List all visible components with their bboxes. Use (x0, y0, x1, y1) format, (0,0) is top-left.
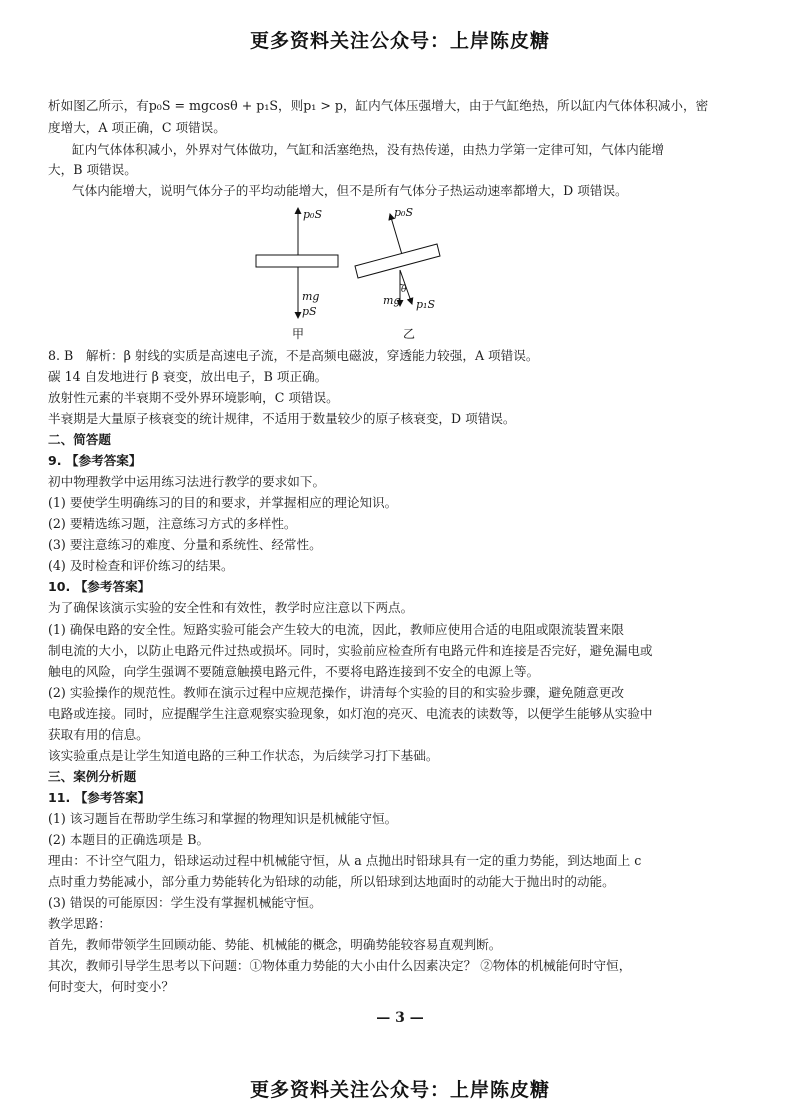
section-heading: 二、简答题 (48, 432, 111, 447)
piston-yi (355, 244, 440, 278)
force-diagram (240, 200, 470, 350)
text-line: 电路或连接。同时，应提醒学生注意观察实验现象，如灯泡的亮灭、电流表的读数等，以便学生能够从实验中 (48, 706, 653, 721)
text-line: 其次，教师引导学生思考以下问题：①物体重力势能的大小由什么因素决定？ ②物体的机械能何时守恒， (48, 958, 632, 973)
text-line: 触电的风险，向学生强调不要随意触摸电路元件，不要将电路连接到不安全的电源上等。 (48, 664, 540, 679)
caption-yi: 乙 (403, 327, 416, 341)
text-line: (2) 本题目的正确选项是 B。 (48, 832, 210, 847)
label-theta: θ (401, 285, 407, 295)
text-line: (1) 确保电路的安全性。短路实验可能会产生较大的电流，因此，教师应使用合适的电阻或限流装置来限 (48, 622, 624, 637)
label-mg: mg (383, 294, 401, 307)
text-line: 点时重力势能减小，部分重力势能转化为铅球的动能，所以铅球到达地面时的动能大于抛出时的动能。 (48, 874, 615, 889)
label-p0S: p₀S (303, 208, 322, 221)
question-heading: 9. 【参考答案】 (48, 453, 142, 468)
text-line: 析如图乙所示，有p₀S = mgcosθ + p₁S，则p₁ > p，缸内气体压强增大，由于气缸绝热，所以缸内气体体积减小，密 (48, 98, 709, 113)
text-line: 初中物理教学中运用练习法进行教学的要求如下。 (48, 474, 326, 489)
text-line: 气体内能增大，说明气体分子的平均动能增大，但不是所有气体分子热运动速率都增大，D 项错误。 (72, 183, 628, 198)
piston-jia (256, 255, 338, 267)
question-heading: 10. 【参考答案】 (48, 579, 151, 594)
text-line: (2) 要精选练习题，注意练习方式的多样性。 (48, 516, 297, 531)
text-line: 碳 14 自发地进行 β 衰变，放出电子，B 项正确。 (48, 369, 328, 384)
label-mg: mg (302, 290, 320, 303)
text-line: (4) 及时检查和评价练习的结果。 (48, 558, 234, 573)
text-line: 放射性元素的半衰期不受外界环境影响，C 项错误。 (48, 390, 339, 405)
text-line: 制电流的大小，以防止电路元件过热或损坏。同时，实验前应检查所有电路元件和连接是否完好，避免漏电或 (48, 643, 653, 658)
text-line: (1) 要使学生明确练习的目的和要求，并掌握相应的理论知识。 (48, 495, 398, 510)
section-heading: 三、案例分析题 (48, 769, 137, 784)
answer-8: 8. B 解析：β 射线的实质是高速电子流，不是高频电磁波，穿透能力较强，A 项错误。 (48, 348, 539, 363)
text-line: 度增大，A 项正确，C 项错误。 (48, 120, 226, 135)
text-line: 教学思路： (48, 916, 111, 931)
text-line: 获取有用的信息。 (48, 727, 149, 742)
text-line: 半衰期是大量原子核衰变的统计规律，不适用于数量较少的原子核衰变，D 项错误。 (48, 411, 516, 426)
text-line: 该实验重点是让学生知道电路的三种工作状态，为后续学习打下基础。 (48, 748, 439, 763)
text-line: 理由：不计空气阻力，铅球运动过程中机械能守恒，从 a 点抛出时铅球具有一定的重力势能，到达地面上 c (48, 853, 642, 868)
question-heading: 11. 【参考答案】 (48, 790, 151, 805)
text-line: (3) 错误的可能原因：学生没有掌握机械能守恒。 (48, 895, 322, 910)
diagram-yi (355, 206, 440, 341)
label-pS: pS (302, 305, 317, 318)
text-line: 首先，教师带领学生回顾动能、势能、机械能的概念，明确势能较容易直观判断。 (48, 937, 502, 952)
force-arrow-p0S (390, 214, 403, 258)
bottom-banner: 更多资料关注公众号：上岸陈皮糖 (249, 1079, 550, 1101)
text-line: 大，B 项错误。 (48, 162, 137, 177)
text-line: 缸内气体体积减小，外界对气体做功，气缸和活塞绝热，没有热传递，由热力学第一定律可知，气体内能增 (72, 142, 664, 157)
text-line: (1) 该习题旨在帮助学生练习和掌握的物理知识是机械能守恒。 (48, 811, 398, 826)
caption-jia: 甲 (292, 327, 305, 341)
label-p1S: p₁S (416, 298, 435, 311)
text-line: (3) 要注意练习的难度、分量和系统性、经常性。 (48, 537, 322, 552)
text-line: 为了确保该演示实验的安全性和有效性，教学时应注意以下两点。 (48, 600, 414, 615)
text-line: 何时变大，何时变小？ (48, 979, 174, 994)
top-banner: 更多资料关注公众号：上岸陈皮糖 (249, 30, 550, 52)
page-number: — 3 — (376, 1010, 424, 1026)
text-line: (2) 实验操作的规范性。教师在演示过程中应规范操作，讲清每个实验的目的和实验步骤，避免随意更改 (48, 685, 624, 700)
diagram-jia (256, 208, 338, 341)
label-p0S: p₀S (394, 206, 413, 219)
